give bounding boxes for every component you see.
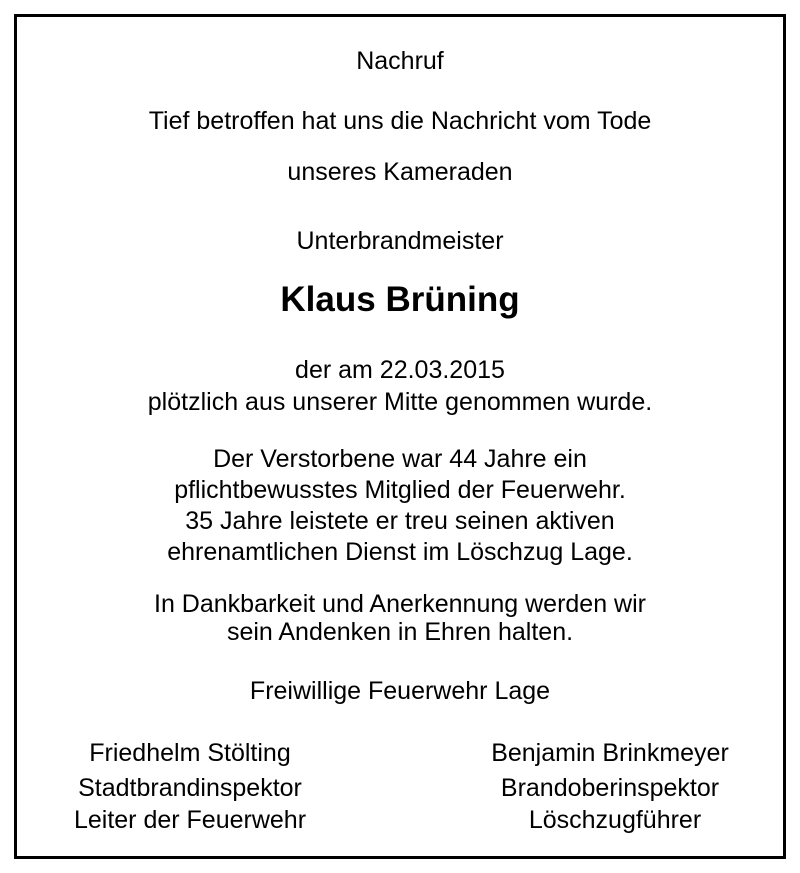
intro-line-1: Tief betroffen hat uns die Nachricht vom Tode — [148, 107, 652, 135]
signatory-left-name: Friedhelm Stölting — [89, 739, 291, 767]
service-line-2: pflichtbewusstes Mitglied der Feuerwehr. — [174, 476, 626, 504]
passing-date-line: der am 22.03.2015 — [295, 356, 505, 384]
passing-text-line: plötzlich aus unserer Mitte genommen wurde. — [147, 388, 653, 416]
service-line-4: ehrenamtlichen Dienst im Löschzug Lage. — [167, 538, 633, 566]
service-line-3: 35 Jahre leistete er treu seinen aktiven — [185, 507, 615, 535]
signatory-right-name: Benjamin Brinkmeyer — [491, 739, 729, 767]
signatory-left-title: Stadtbrandinspektor — [78, 774, 302, 802]
signatory-right-title: Brandoberinspektor — [500, 774, 720, 802]
organization-name: Freiwillige Feuerwehr Lage — [249, 677, 551, 705]
service-line-1: Der Verstorbene war 44 Jahre ein — [213, 445, 587, 473]
deceased-name: Klaus Brüning — [280, 280, 520, 319]
intro-line-2: unseres Kameraden — [287, 158, 513, 186]
gratitude-line-1: In Dankbarkeit und Anerkennung werden wir — [154, 590, 646, 618]
obituary-heading: Nachruf — [356, 47, 444, 75]
obituary-border — [14, 14, 786, 859]
signatory-right-role: Löschzugführer — [528, 806, 702, 834]
signatory-left-role: Leiter der Feuerwehr — [73, 806, 307, 834]
gratitude-line-2: sein Andenken in Ehren halten. — [226, 618, 574, 646]
deceased-rank: Unterbrandmeister — [296, 227, 504, 255]
